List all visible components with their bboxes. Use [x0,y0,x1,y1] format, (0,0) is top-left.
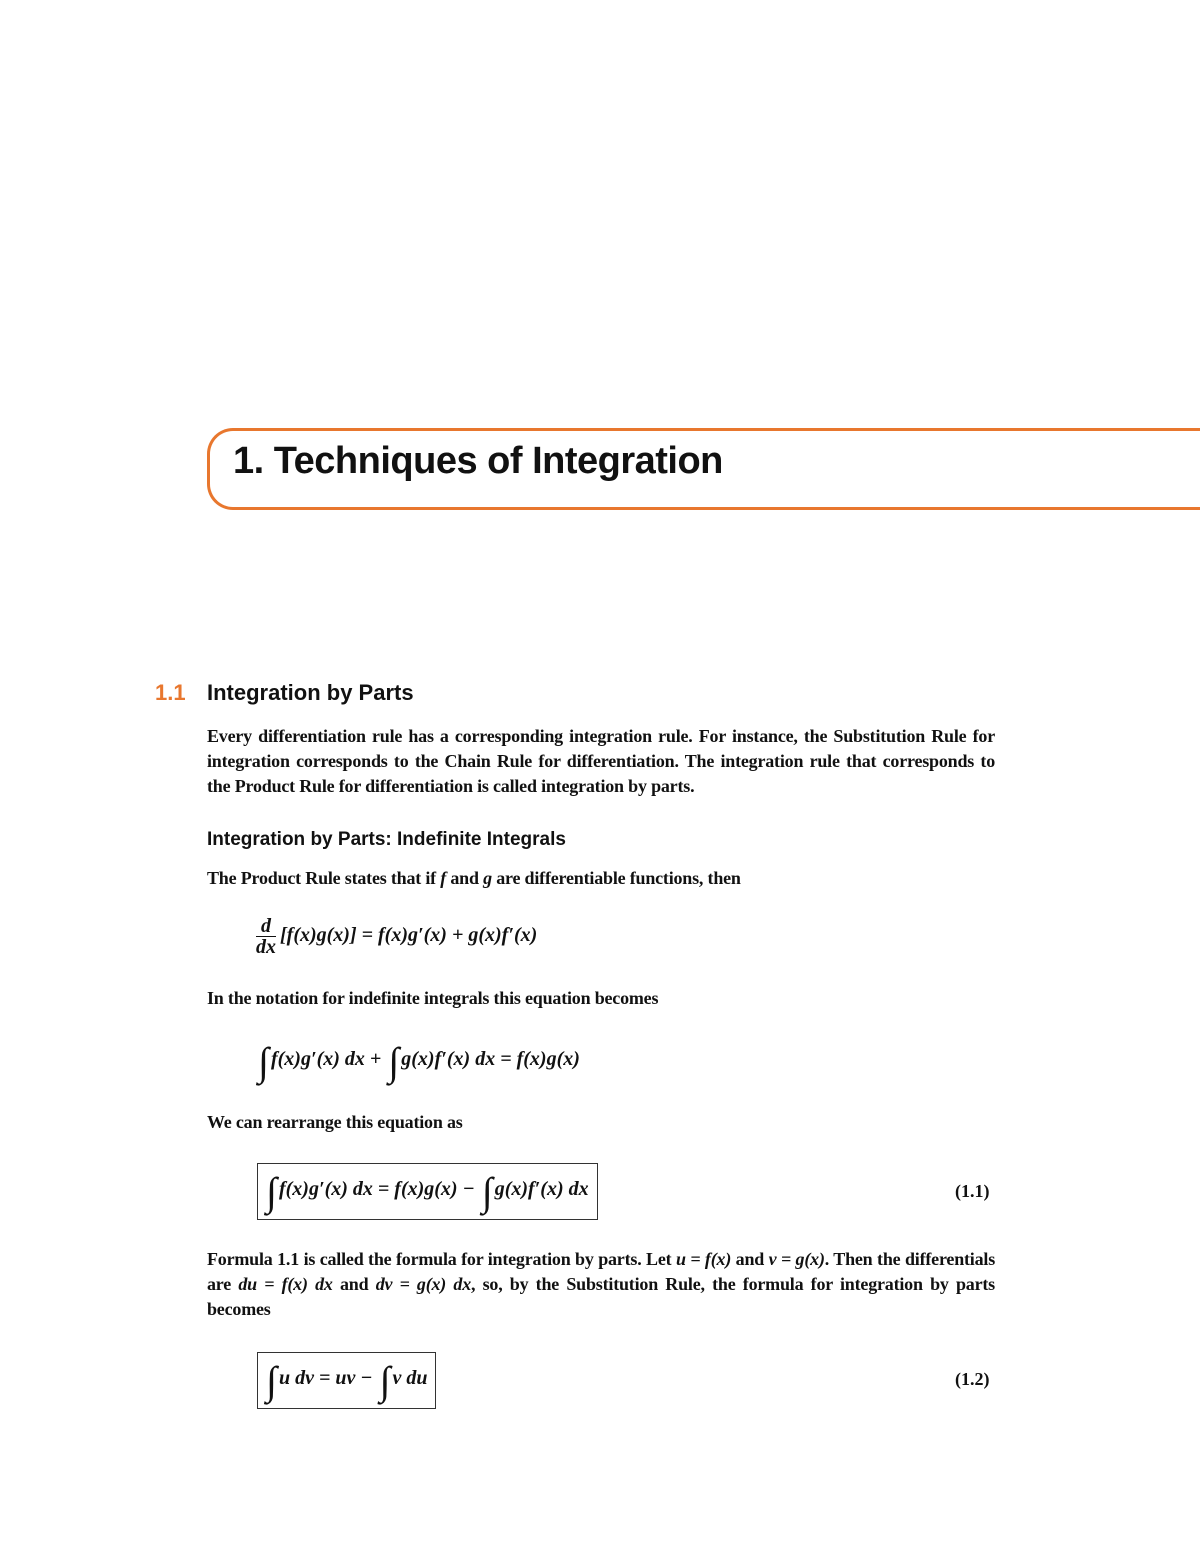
formula-text: , so, by the Substitution Rule, the formula for integration by parts becomes [207,1274,995,1319]
fraction-denominator: dx [256,936,276,958]
formula-text: Formula 1.1 is called the [207,1249,396,1269]
equation-number: (1.2) [955,1369,990,1389]
math-v-def: v = g(x) [768,1249,825,1269]
integral-sign-icon: ∫ [266,1169,277,1214]
product-rule-paragraph [207,866,995,891]
equation-middle: g(x)f′(x) dx = f(x)g(x) [401,1048,580,1070]
integral-sign-icon: ∫ [379,1358,391,1403]
rearrange-paragraph: We can rearrange this equation as [207,1112,463,1132]
math-f: f [440,868,447,888]
formula-text: . Then the differentials are [207,1249,996,1294]
subsection-title: Integration by Parts: Indefinite Integrals [207,829,566,850]
equation-left: u dv = uv − [278,1367,373,1389]
section-number: 1.1 [155,680,186,705]
formula-term: formula for integration by parts [395,1249,638,1269]
integral-sign-icon: ∫ [266,1358,277,1403]
math-du-def: du = f(x) dx [238,1274,333,1294]
equation-right: g(x)f′(x) dx [494,1178,589,1200]
integral-sign-icon: ∫ [481,1169,493,1214]
equation-body: [f(x)g(x)] = f(x)g′(x) + g(x)f′(x) [280,924,538,947]
intro-paragraph: Every differentiation rule has a corresponding integration rule. For instance, the Substitution Rule for integration corresponds to the Chain Rule for differentiation. The integration rule that corresponds to the Product Rule for differentiation is called integration by parts. [207,726,995,796]
integral-sign-icon: ∫ [388,1039,400,1084]
chapter-title: 1. Techniques of Integration [233,440,723,482]
formula-paragraph [207,1247,995,1322]
formula-text: and [332,1274,376,1294]
notation-paragraph: In the notation for indefinite integrals this equation becomes [207,988,659,1008]
derivative-fraction [256,916,276,957]
math-u-def: u = f(x) [675,1249,732,1269]
fraction-numerator: d [256,916,276,937]
equation-integral-sum [256,1038,580,1085]
formula-text: . Let [637,1249,676,1269]
product-rule-suffix: are differentiable functions, then [491,868,741,888]
section-title: Integration by Parts [207,680,414,705]
product-rule-and: and [446,868,484,888]
integral-sign-icon: ∫ [258,1039,269,1084]
math-g: g [483,868,492,888]
math-dv-def: dv = g(x) dx [375,1274,471,1294]
equation-product-rule [256,916,537,957]
equation-right: v du [392,1367,428,1389]
product-rule-prefix: The Product Rule states that if [207,868,441,888]
equation-integration-by-parts-short [257,1352,436,1409]
equation-left: f(x)g′(x) dx + [270,1048,382,1070]
equation-number: (1.1) [955,1181,990,1201]
formula-text: and [731,1249,769,1269]
equation-left: f(x)g′(x) dx = f(x)g(x) − [278,1178,475,1200]
equation-integration-by-parts [257,1163,598,1220]
